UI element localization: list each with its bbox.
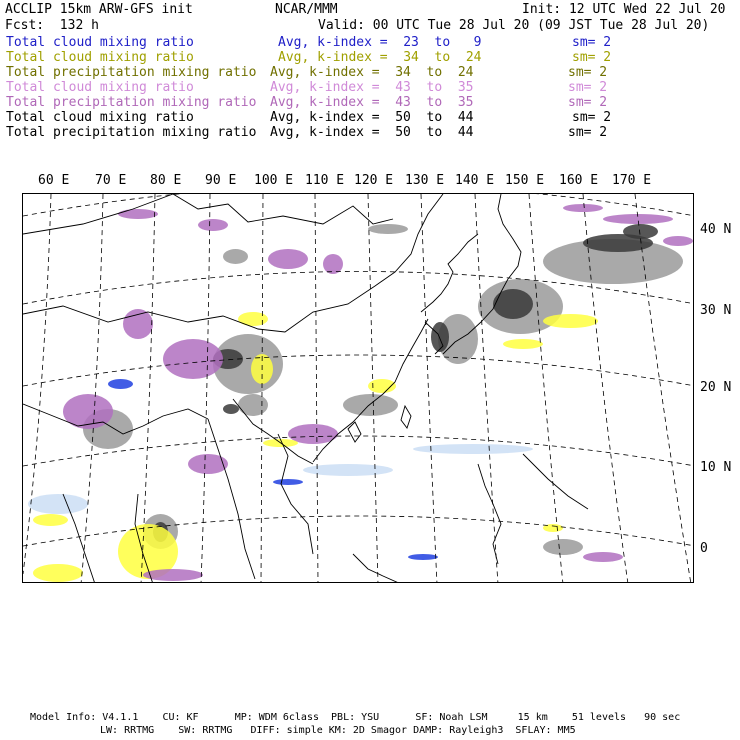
field-k-index: Avg, k-index = 50 to 44 <box>270 125 474 140</box>
coastline <box>208 419 255 579</box>
gray-cloud-patch <box>368 224 408 234</box>
field-name: Total precipitation mixing ratio <box>6 125 257 140</box>
valid-time: Valid: 00 UTC Tue 28 Jul 20 (09 JST Tue 28 Jul 20) <box>318 18 710 33</box>
lightblue-cloud-patch <box>303 464 393 476</box>
gray-cloud-patch <box>238 394 268 416</box>
meridian <box>315 194 318 583</box>
field-smoothing: sm= 2 <box>568 65 608 80</box>
lon-label: 140 E <box>455 173 495 188</box>
lightblue-cloud-patch <box>28 494 88 514</box>
purple-cloud-patch <box>188 454 228 474</box>
lon-label: 150 E <box>505 173 545 188</box>
coastline <box>401 406 411 428</box>
meridian <box>421 194 437 583</box>
field-name: Total precipitation mixing ratio <box>6 95 257 110</box>
dark-cloud-patch <box>431 322 449 352</box>
gray-cloud-patch <box>343 394 398 416</box>
yellow-cloud-patch <box>238 312 268 326</box>
lat-label: 40 N <box>700 222 732 237</box>
field-name: Total cloud mixing ratio <box>6 80 194 95</box>
yellow-cloud-patch <box>368 379 396 393</box>
field-k-index: Avg, k-index = 43 to 35 <box>270 80 474 95</box>
lon-label: 90 E <box>205 173 237 188</box>
coastline <box>173 194 393 224</box>
gray-cloud-patch <box>543 539 583 555</box>
cloud-shading <box>28 204 693 582</box>
field-name: Total cloud mixing ratio <box>6 35 194 50</box>
meridian <box>475 194 498 583</box>
purple-cloud-patch <box>123 309 153 339</box>
lon-label: 80 E <box>150 173 182 188</box>
field-smoothing: sm= 2 <box>572 50 612 65</box>
forecast-hour: Fcst: 132 h <box>5 18 99 33</box>
gray-cloud-patch <box>223 249 248 264</box>
dark-cloud-patch <box>623 224 658 239</box>
purple-cloud-patch <box>143 569 203 581</box>
purple-cloud-patch <box>563 204 603 212</box>
init-time: Init: 12 UTC Wed 22 Jul 20 <box>522 2 726 17</box>
field-smoothing: sm= 2 <box>572 35 612 50</box>
blue-cloud-patch <box>408 554 438 560</box>
field-k-index: Avg, k-index = 43 to 35 <box>270 95 474 110</box>
lon-label: 120 E <box>354 173 394 188</box>
model-info-line1: Model Info: V4.1.1 CU: KF MP: WDM 6class PBL: YSU SF: Noah LSM 15 km 51 levels 90 sec <box>30 712 681 723</box>
blue-cloud-patch <box>273 479 303 485</box>
field-k-index: Avg, k-index = 23 to 9 <box>278 35 482 50</box>
yellow-cloud-patch <box>503 339 543 349</box>
lon-label: 70 E <box>95 173 127 188</box>
lon-label: 60 E <box>38 173 70 188</box>
purple-cloud-patch <box>663 236 693 246</box>
lon-label: 100 E <box>254 173 294 188</box>
purple-cloud-patch <box>323 254 343 274</box>
purple-cloud-patch <box>163 339 223 379</box>
lat-label: 10 N <box>700 460 732 475</box>
field-smoothing: sm= 2 <box>572 110 612 125</box>
lon-label: 170 E <box>612 173 652 188</box>
map-title: ACCLIP 15km ARW-GFS init <box>5 2 193 17</box>
yellow-cloud-patch <box>543 314 598 328</box>
model-info-line2: LW: RRTMG SW: RRTMG DIFF: simple KM: 2D Smagor DAMP: Rayleigh3 SFLAY: MM5 <box>100 725 576 736</box>
meridian <box>81 194 103 583</box>
field-smoothing: sm= 2 <box>568 80 608 95</box>
lon-label: 110 E <box>305 173 345 188</box>
lon-label: 160 E <box>559 173 599 188</box>
coastlines <box>23 194 588 583</box>
lat-label: 30 N <box>700 303 732 318</box>
field-smoothing: sm= 2 <box>568 95 608 110</box>
lat-label: 20 N <box>700 380 732 395</box>
purple-cloud-patch <box>118 209 158 219</box>
field-name: Total cloud mixing ratio <box>6 110 194 125</box>
yellow-cloud-patch <box>33 514 68 526</box>
yellow-cloud-patch <box>33 564 83 582</box>
purple-cloud-patch <box>268 249 308 269</box>
purple-cloud-patch <box>198 219 228 231</box>
organization-label: NCAR/MMM <box>275 2 338 17</box>
coastline <box>523 454 588 509</box>
coastline <box>278 434 313 554</box>
lon-label: 130 E <box>405 173 445 188</box>
blue-cloud-patch <box>108 379 133 389</box>
field-smoothing: sm= 2 <box>568 125 608 140</box>
field-k-index: Avg, k-index = 34 to 24 <box>278 50 482 65</box>
field-name: Total cloud mixing ratio <box>6 50 194 65</box>
map-svg <box>23 194 694 583</box>
purple-cloud-patch <box>583 552 623 562</box>
coastline <box>478 464 501 564</box>
field-name: Total precipitation mixing ratio <box>6 65 257 80</box>
lat-label: 0 <box>700 541 708 556</box>
dark-cloud-patch <box>223 404 239 414</box>
map-panel <box>22 193 694 583</box>
field-k-index: Avg, k-index = 34 to 24 <box>270 65 474 80</box>
dark-cloud-patch <box>493 289 533 319</box>
field-k-index: Avg, k-index = 50 to 44 <box>270 110 474 125</box>
meridian <box>201 194 210 583</box>
